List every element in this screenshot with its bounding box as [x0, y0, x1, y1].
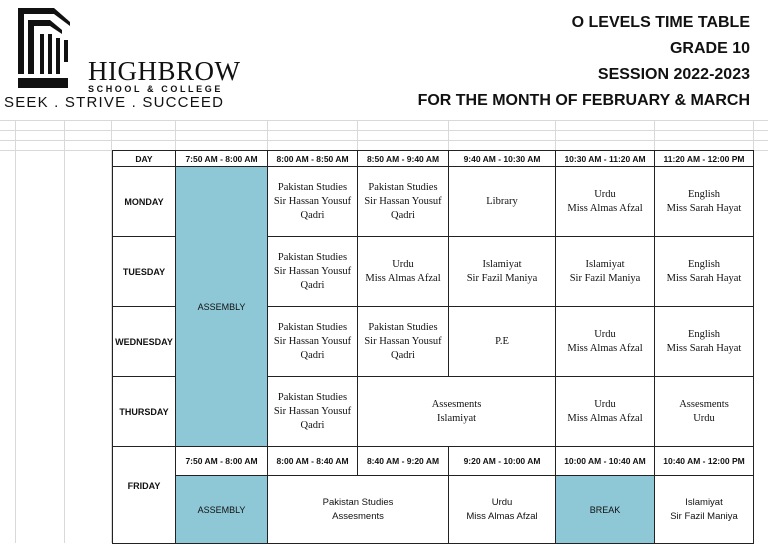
class-cell: Urdu Miss Almas Afzal: [556, 167, 655, 237]
assembly-cell: ASSEMBLY: [176, 167, 268, 447]
day-header: DAY: [113, 151, 176, 167]
class-cell: Urdu Miss Almas Afzal: [556, 377, 655, 447]
timetable: [112, 150, 754, 544]
time-header: 7:50 AM - 8:00 AM: [176, 447, 268, 476]
school-name: HIGHBROW: [88, 56, 241, 86]
class-cell: Pakistan Studies Sir Hassan Yousuf Qadri: [268, 167, 358, 237]
class-cell: Islamiyat Sir Fazil Maniya: [449, 237, 556, 307]
friday-row: [113, 476, 754, 544]
day-label: WEDNESDAY: [113, 307, 176, 377]
monday-row: [113, 167, 754, 237]
class-cell: Urdu Miss Almas Afzal: [358, 237, 449, 307]
class-cell: Pakistan Studies Sir Hassan Yousuf Qadri: [268, 377, 358, 447]
class-cell: English Miss Sarah Hayat: [655, 237, 754, 307]
class-cell: Pakistan Studies Sir Hassan Yousuf Qadri: [358, 167, 449, 237]
day-label: MONDAY: [113, 167, 176, 237]
class-cell: Library: [449, 167, 556, 237]
title-line-2: GRADE 10: [669, 40, 750, 57]
title-line-4: FOR THE MONTH OF FEBRUARY & MARCH: [417, 92, 750, 109]
time-header: 11:20 AM - 12:00 PM: [655, 151, 754, 167]
header-row: [113, 151, 754, 167]
class-cell: Pakistan Studies Sir Hassan Yousuf Qadri: [358, 307, 449, 377]
class-cell: Pakistan Studies Sir Hassan Yousuf Qadri: [268, 307, 358, 377]
school-subtitle: SCHOOL & COLLEGE: [88, 84, 223, 94]
title-line-3: SESSION 2022-2023: [597, 66, 750, 83]
time-header: 8:40 AM - 9:20 AM: [358, 447, 449, 476]
class-cell: Assesments Urdu: [655, 377, 754, 447]
day-label: TUESDAY: [113, 237, 176, 307]
time-header: 8:50 AM - 9:40 AM: [358, 151, 449, 167]
time-header: 9:20 AM - 10:00 AM: [449, 447, 556, 476]
day-label: THURSDAY: [113, 377, 176, 447]
school-crest-icon: [14, 4, 94, 99]
title-line-1: O LEVELS TIME TABLE: [571, 14, 750, 31]
break-cell: BREAK: [556, 476, 655, 544]
friday-header-row: [113, 447, 754, 476]
class-cell: Pakistan Studies Assesments: [268, 476, 449, 544]
class-cell: English Miss Sarah Hayat: [655, 307, 754, 377]
time-header: 9:40 AM - 10:30 AM: [449, 151, 556, 167]
class-cell: English Miss Sarah Hayat: [655, 167, 754, 237]
day-label: FRIDAY: [113, 447, 176, 544]
time-header: 10:40 AM - 12:00 PM: [655, 447, 754, 476]
class-cell: Pakistan Studies Sir Hassan Yousuf Qadri: [268, 237, 358, 307]
class-cell: Islamiyat Sir Fazil Maniya: [556, 237, 655, 307]
school-motto: SEEK . STRIVE . SUCCEED: [4, 94, 225, 111]
class-cell: Assesments Islamiyat: [358, 377, 556, 447]
class-cell: Urdu Miss Almas Afzal: [556, 307, 655, 377]
time-header: 7:50 AM - 8:00 AM: [176, 151, 268, 167]
title-block: [418, 10, 750, 114]
time-header: 8:00 AM - 8:50 AM: [268, 151, 358, 167]
time-header: 10:00 AM - 10:40 AM: [556, 447, 655, 476]
class-cell: Islamiyat Sir Fazil Maniya: [655, 476, 754, 544]
class-cell: P.E: [449, 307, 556, 377]
time-header: 8:00 AM - 8:40 AM: [268, 447, 358, 476]
class-cell: Urdu Miss Almas Afzal: [449, 476, 556, 544]
time-header: 10:30 AM - 11:20 AM: [556, 151, 655, 167]
assembly-cell: ASSEMBLY: [176, 476, 268, 544]
